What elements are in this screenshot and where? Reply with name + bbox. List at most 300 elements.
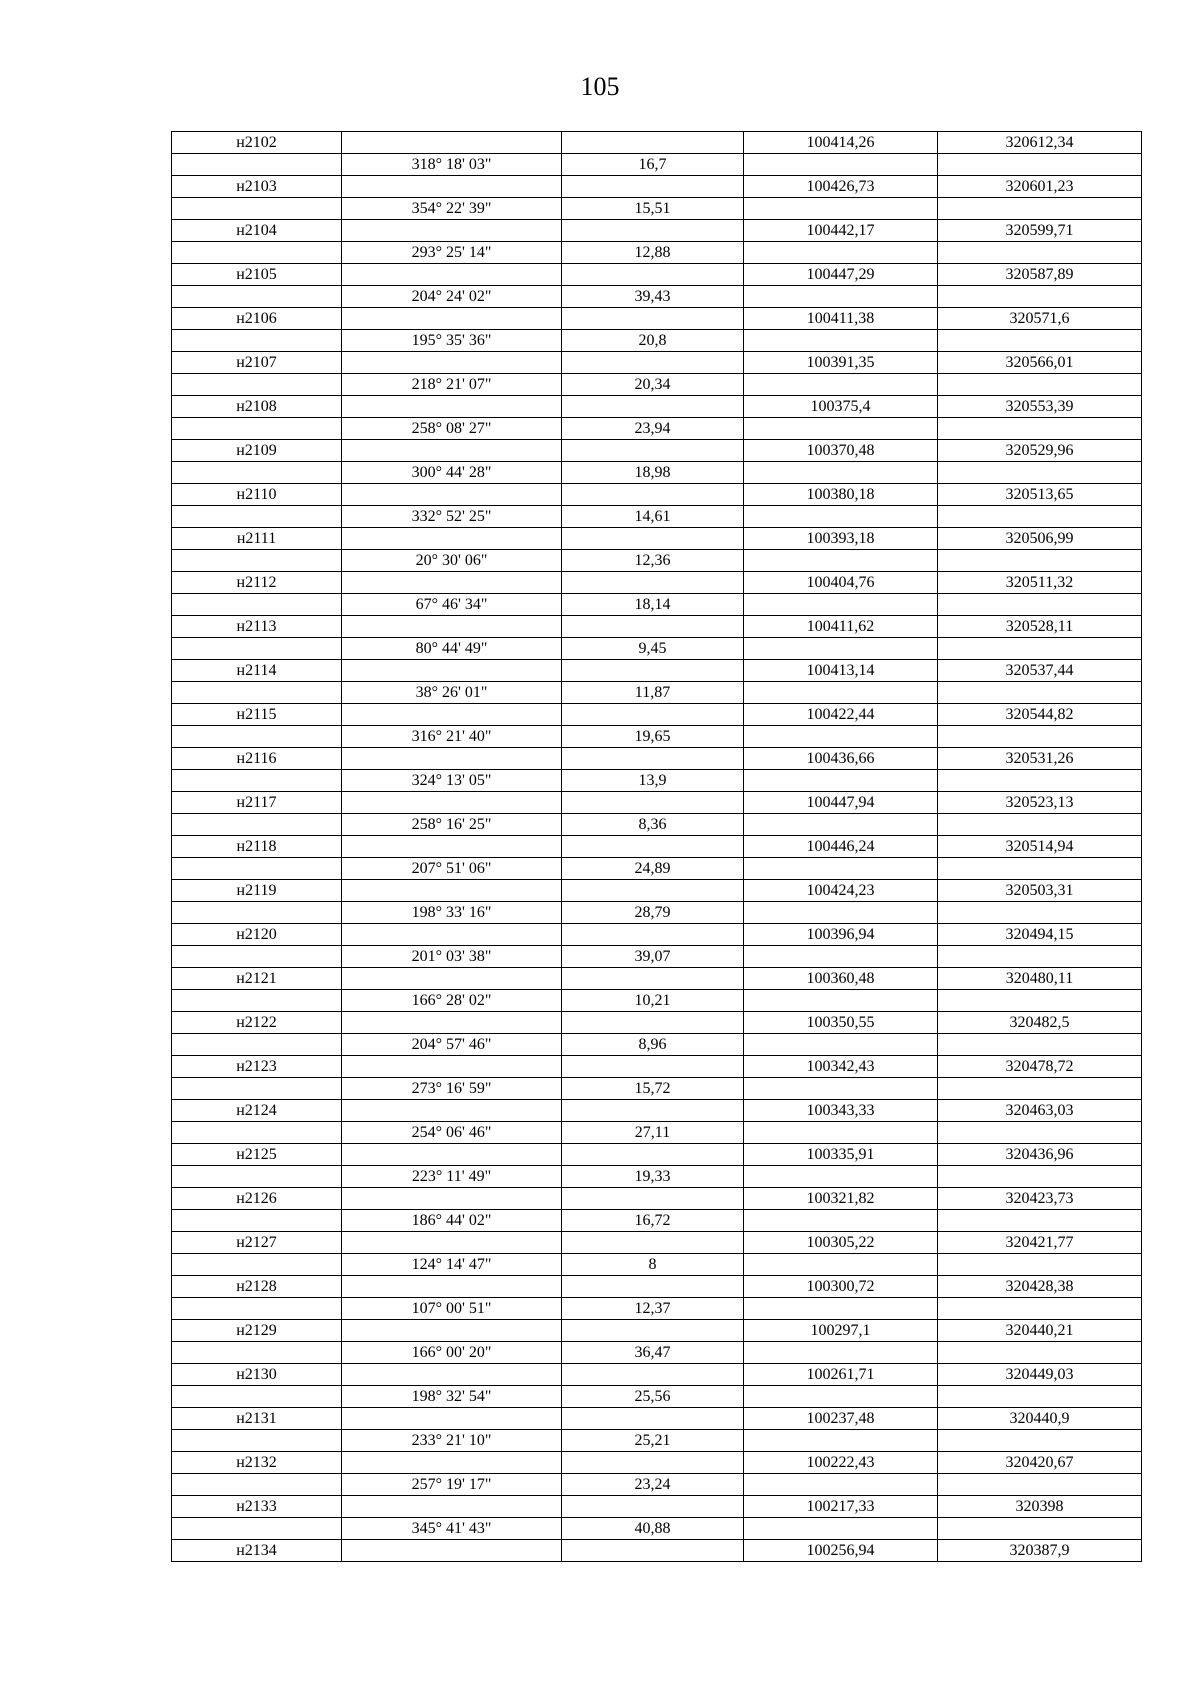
point-id-cell: н2125 [172,1144,342,1166]
y-coordinate-cell: 320421,77 [938,1232,1142,1254]
point-id-cell: н2110 [172,484,342,506]
distance-cell [562,572,744,594]
y-coordinate-cell [938,1034,1142,1056]
y-coordinate-cell [938,550,1142,572]
coordinates-table-body [172,132,1142,1562]
x-coordinate-cell [744,990,938,1012]
point-id-cell [172,638,342,660]
distance-cell: 8,96 [562,1034,744,1056]
table-row [172,704,1142,726]
distance-cell: 16,72 [562,1210,744,1232]
point-id-cell [172,374,342,396]
table-row [172,132,1142,154]
bearing-cell [342,176,562,198]
table-row [172,1210,1142,1232]
x-coordinate-cell [744,1474,938,1496]
x-coordinate-cell: 100222,43 [744,1452,938,1474]
x-coordinate-cell [744,638,938,660]
distance-cell [562,1056,744,1078]
point-id-cell [172,462,342,484]
distance-cell: 11,87 [562,682,744,704]
x-coordinate-cell: 100442,17 [744,220,938,242]
y-coordinate-cell: 320503,31 [938,880,1142,902]
y-coordinate-cell: 320566,01 [938,352,1142,374]
table-row [172,1254,1142,1276]
distance-cell [562,1188,744,1210]
table-row [172,1430,1142,1452]
x-coordinate-cell: 100446,24 [744,836,938,858]
point-id-cell [172,286,342,308]
y-coordinate-cell: 320531,26 [938,748,1142,770]
distance-cell [562,704,744,726]
bearing-cell: 195° 35' 36" [342,330,562,352]
bearing-cell: 223° 11' 49" [342,1166,562,1188]
bearing-cell [342,1232,562,1254]
distance-cell: 15,72 [562,1078,744,1100]
table-row [172,660,1142,682]
bearing-cell: 324° 13' 05" [342,770,562,792]
table-row [172,770,1142,792]
y-coordinate-cell: 320571,6 [938,308,1142,330]
bearing-cell [342,1100,562,1122]
point-id-cell: н2107 [172,352,342,374]
point-id-cell: н2105 [172,264,342,286]
distance-cell: 39,43 [562,286,744,308]
x-coordinate-cell [744,1166,938,1188]
bearing-cell: 80° 44' 49" [342,638,562,660]
distance-cell: 8 [562,1254,744,1276]
bearing-cell [342,616,562,638]
x-coordinate-cell [744,1298,938,1320]
bearing-cell [342,528,562,550]
x-coordinate-cell [744,1254,938,1276]
table-row [172,902,1142,924]
y-coordinate-cell: 320587,89 [938,264,1142,286]
table-row [172,198,1142,220]
y-coordinate-cell: 320398 [938,1496,1142,1518]
x-coordinate-cell: 100300,72 [744,1276,938,1298]
x-coordinate-cell: 100424,23 [744,880,938,902]
bearing-cell: 204° 24' 02" [342,286,562,308]
point-id-cell [172,1474,342,1496]
y-coordinate-cell [938,286,1142,308]
table-row [172,1408,1142,1430]
table-row [172,308,1142,330]
distance-cell [562,1232,744,1254]
distance-cell: 28,79 [562,902,744,924]
distance-cell: 20,8 [562,330,744,352]
distance-cell: 25,56 [562,1386,744,1408]
x-coordinate-cell [744,594,938,616]
x-coordinate-cell [744,1342,938,1364]
bearing-cell [342,132,562,154]
bearing-cell [342,308,562,330]
bearing-cell [342,1056,562,1078]
table-row [172,924,1142,946]
distance-cell [562,1496,744,1518]
table-row [172,1166,1142,1188]
distance-cell: 12,88 [562,242,744,264]
y-coordinate-cell [938,770,1142,792]
distance-cell [562,1364,744,1386]
x-coordinate-cell: 100393,18 [744,528,938,550]
point-id-cell: н2111 [172,528,342,550]
bearing-cell: 345° 41' 43" [342,1518,562,1540]
y-coordinate-cell: 320537,44 [938,660,1142,682]
distance-cell: 12,37 [562,1298,744,1320]
y-coordinate-cell: 320612,34 [938,132,1142,154]
point-id-cell: н2131 [172,1408,342,1430]
bearing-cell: 198° 32' 54" [342,1386,562,1408]
distance-cell [562,1276,744,1298]
bearing-cell [342,1320,562,1342]
y-coordinate-cell [938,1298,1142,1320]
y-coordinate-cell: 320387,9 [938,1540,1142,1562]
y-coordinate-cell: 320478,72 [938,1056,1142,1078]
table-row [172,1078,1142,1100]
table-row [172,374,1142,396]
distance-cell [562,792,744,814]
x-coordinate-cell: 100343,33 [744,1100,938,1122]
y-coordinate-cell: 320601,23 [938,176,1142,198]
bearing-cell: 38° 26' 01" [342,682,562,704]
y-coordinate-cell: 320440,9 [938,1408,1142,1430]
table-row [172,352,1142,374]
bearing-cell [342,484,562,506]
x-coordinate-cell: 100380,18 [744,484,938,506]
distance-cell: 23,94 [562,418,744,440]
table-row [172,968,1142,990]
table-row [172,550,1142,572]
point-id-cell [172,1254,342,1276]
x-coordinate-cell [744,506,938,528]
distance-cell [562,660,744,682]
distance-cell: 24,89 [562,858,744,880]
point-id-cell: н2104 [172,220,342,242]
x-coordinate-cell [744,1122,938,1144]
point-id-cell: н2120 [172,924,342,946]
y-coordinate-cell [938,1518,1142,1540]
x-coordinate-cell: 100237,48 [744,1408,938,1430]
distance-cell [562,176,744,198]
bearing-cell: 207° 51' 06" [342,858,562,880]
bearing-cell: 254° 06' 46" [342,1122,562,1144]
x-coordinate-cell [744,286,938,308]
table-row [172,1232,1142,1254]
point-id-cell [172,1298,342,1320]
point-id-cell [172,550,342,572]
x-coordinate-cell: 100342,43 [744,1056,938,1078]
point-id-cell [172,726,342,748]
point-id-cell: н2106 [172,308,342,330]
bearing-cell [342,220,562,242]
point-id-cell: н2115 [172,704,342,726]
table-row [172,594,1142,616]
point-id-cell: н2132 [172,1452,342,1474]
y-coordinate-cell: 320553,39 [938,396,1142,418]
y-coordinate-cell [938,1342,1142,1364]
point-id-cell [172,1210,342,1232]
x-coordinate-cell [744,682,938,704]
x-coordinate-cell [744,198,938,220]
point-id-cell [172,594,342,616]
bearing-cell [342,660,562,682]
distance-cell [562,880,744,902]
bearing-cell [342,1452,562,1474]
point-id-cell: н2117 [172,792,342,814]
x-coordinate-cell [744,462,938,484]
coordinates-table [171,131,1142,1562]
point-id-cell [172,242,342,264]
table-row [172,176,1142,198]
bearing-cell: 186° 44' 02" [342,1210,562,1232]
bearing-cell [342,440,562,462]
y-coordinate-cell [938,1078,1142,1100]
y-coordinate-cell: 320513,65 [938,484,1142,506]
table-row [172,506,1142,528]
y-coordinate-cell [938,374,1142,396]
bearing-cell [342,396,562,418]
point-id-cell: н2121 [172,968,342,990]
bearing-cell [342,1276,562,1298]
bearing-cell: 218° 21' 07" [342,374,562,396]
point-id-cell: н2116 [172,748,342,770]
table-row [172,1518,1142,1540]
x-coordinate-cell: 100256,94 [744,1540,938,1562]
x-coordinate-cell [744,154,938,176]
table-row [172,484,1142,506]
bearing-cell [342,880,562,902]
x-coordinate-cell: 100413,14 [744,660,938,682]
table-row [172,1474,1142,1496]
bearing-cell: 201° 03' 38" [342,946,562,968]
y-coordinate-cell: 320428,38 [938,1276,1142,1298]
y-coordinate-cell [938,242,1142,264]
distance-cell: 12,36 [562,550,744,572]
y-coordinate-cell: 320482,5 [938,1012,1142,1034]
y-coordinate-cell [938,418,1142,440]
point-id-cell [172,1166,342,1188]
y-coordinate-cell [938,990,1142,1012]
distance-cell: 40,88 [562,1518,744,1540]
y-coordinate-cell [938,1430,1142,1452]
distance-cell: 27,11 [562,1122,744,1144]
x-coordinate-cell [744,770,938,792]
y-coordinate-cell [938,1122,1142,1144]
point-id-cell [172,1122,342,1144]
table-row [172,1364,1142,1386]
distance-cell [562,220,744,242]
bearing-cell: 316° 21' 40" [342,726,562,748]
y-coordinate-cell: 320514,94 [938,836,1142,858]
page-number: 105 [580,72,620,101]
distance-cell: 39,07 [562,946,744,968]
table-row [172,1276,1142,1298]
bearing-cell [342,1496,562,1518]
point-id-cell: н2103 [172,176,342,198]
y-coordinate-cell [938,462,1142,484]
table-row [172,1100,1142,1122]
table-row [172,858,1142,880]
table-row [172,1012,1142,1034]
point-id-cell [172,902,342,924]
x-coordinate-cell: 100297,1 [744,1320,938,1342]
table-row [172,880,1142,902]
bearing-cell [342,1540,562,1562]
x-coordinate-cell: 100391,35 [744,352,938,374]
table-row [172,1496,1142,1518]
y-coordinate-cell [938,814,1142,836]
table-row [172,1034,1142,1056]
distance-cell [562,968,744,990]
x-coordinate-cell: 100335,91 [744,1144,938,1166]
point-id-cell [172,1034,342,1056]
y-coordinate-cell [938,1386,1142,1408]
y-coordinate-cell [938,902,1142,924]
y-coordinate-cell: 320436,96 [938,1144,1142,1166]
point-id-cell: н2102 [172,132,342,154]
distance-cell: 13,9 [562,770,744,792]
bearing-cell [342,704,562,726]
distance-cell: 36,47 [562,1342,744,1364]
y-coordinate-cell [938,682,1142,704]
table-row [172,1298,1142,1320]
x-coordinate-cell [744,550,938,572]
distance-cell: 15,51 [562,198,744,220]
x-coordinate-cell: 100411,62 [744,616,938,638]
distance-cell [562,1408,744,1430]
table-row [172,154,1142,176]
table-row [172,814,1142,836]
bearing-cell [342,264,562,286]
x-coordinate-cell: 100370,48 [744,440,938,462]
bearing-cell: 318° 18' 03" [342,154,562,176]
point-id-cell: н2128 [172,1276,342,1298]
y-coordinate-cell [938,1166,1142,1188]
table-row [172,572,1142,594]
x-coordinate-cell [744,1430,938,1452]
table-row [172,1122,1142,1144]
point-id-cell: н2134 [172,1540,342,1562]
point-id-cell: н2113 [172,616,342,638]
distance-cell: 8,36 [562,814,744,836]
point-id-cell: н2122 [172,1012,342,1034]
bearing-cell: 107° 00' 51" [342,1298,562,1320]
distance-cell: 25,21 [562,1430,744,1452]
y-coordinate-cell [938,946,1142,968]
table-row [172,990,1142,1012]
point-id-cell [172,946,342,968]
point-id-cell [172,418,342,440]
distance-cell: 16,7 [562,154,744,176]
y-coordinate-cell: 320528,11 [938,616,1142,638]
bearing-cell: 293° 25' 14" [342,242,562,264]
distance-cell [562,352,744,374]
y-coordinate-cell [938,1254,1142,1276]
y-coordinate-cell [938,1474,1142,1496]
point-id-cell [172,770,342,792]
x-coordinate-cell [744,1034,938,1056]
distance-cell: 19,65 [562,726,744,748]
bearing-cell: 332° 52' 25" [342,506,562,528]
distance-cell [562,1144,744,1166]
y-coordinate-cell: 320449,03 [938,1364,1142,1386]
x-coordinate-cell: 100411,38 [744,308,938,330]
distance-cell [562,308,744,330]
point-id-cell: н2133 [172,1496,342,1518]
bearing-cell [342,836,562,858]
table-row [172,528,1142,550]
distance-cell: 9,45 [562,638,744,660]
distance-cell [562,132,744,154]
table-row [172,1144,1142,1166]
x-coordinate-cell: 100447,94 [744,792,938,814]
bearing-cell [342,1144,562,1166]
y-coordinate-cell: 320529,96 [938,440,1142,462]
point-id-cell [172,1430,342,1452]
x-coordinate-cell: 100404,76 [744,572,938,594]
x-coordinate-cell [744,1078,938,1100]
distance-cell: 10,21 [562,990,744,1012]
point-id-cell [172,682,342,704]
distance-cell [562,528,744,550]
distance-cell [562,396,744,418]
y-coordinate-cell: 320420,67 [938,1452,1142,1474]
bearing-cell [342,748,562,770]
x-coordinate-cell: 100422,44 [744,704,938,726]
y-coordinate-cell: 320463,03 [938,1100,1142,1122]
distance-cell: 14,61 [562,506,744,528]
x-coordinate-cell [744,418,938,440]
x-coordinate-cell [744,902,938,924]
x-coordinate-cell [744,1210,938,1232]
distance-cell [562,924,744,946]
table-row [172,1342,1142,1364]
bearing-cell [342,792,562,814]
point-id-cell: н2123 [172,1056,342,1078]
bearing-cell [342,1012,562,1034]
distance-cell: 23,24 [562,1474,744,1496]
x-coordinate-cell [744,374,938,396]
table-row [172,1386,1142,1408]
table-row [172,286,1142,308]
bearing-cell: 233° 21' 10" [342,1430,562,1452]
distance-cell: 20,34 [562,374,744,396]
bearing-cell: 257° 19' 17" [342,1474,562,1496]
table-row [172,220,1142,242]
x-coordinate-cell: 100426,73 [744,176,938,198]
x-coordinate-cell [744,330,938,352]
table-row [172,638,1142,660]
point-id-cell [172,1342,342,1364]
bearing-cell [342,1188,562,1210]
bearing-cell: 124° 14' 47" [342,1254,562,1276]
point-id-cell [172,990,342,1012]
point-id-cell [172,1386,342,1408]
distance-cell [562,264,744,286]
x-coordinate-cell: 100414,26 [744,132,938,154]
x-coordinate-cell [744,858,938,880]
bearing-cell: 300° 44' 28" [342,462,562,484]
point-id-cell [172,1078,342,1100]
table-row [172,1540,1142,1562]
x-coordinate-cell [744,1518,938,1540]
distance-cell [562,1320,744,1342]
bearing-cell: 67° 46' 34" [342,594,562,616]
y-coordinate-cell: 320511,32 [938,572,1142,594]
x-coordinate-cell: 100375,4 [744,396,938,418]
table-row [172,616,1142,638]
